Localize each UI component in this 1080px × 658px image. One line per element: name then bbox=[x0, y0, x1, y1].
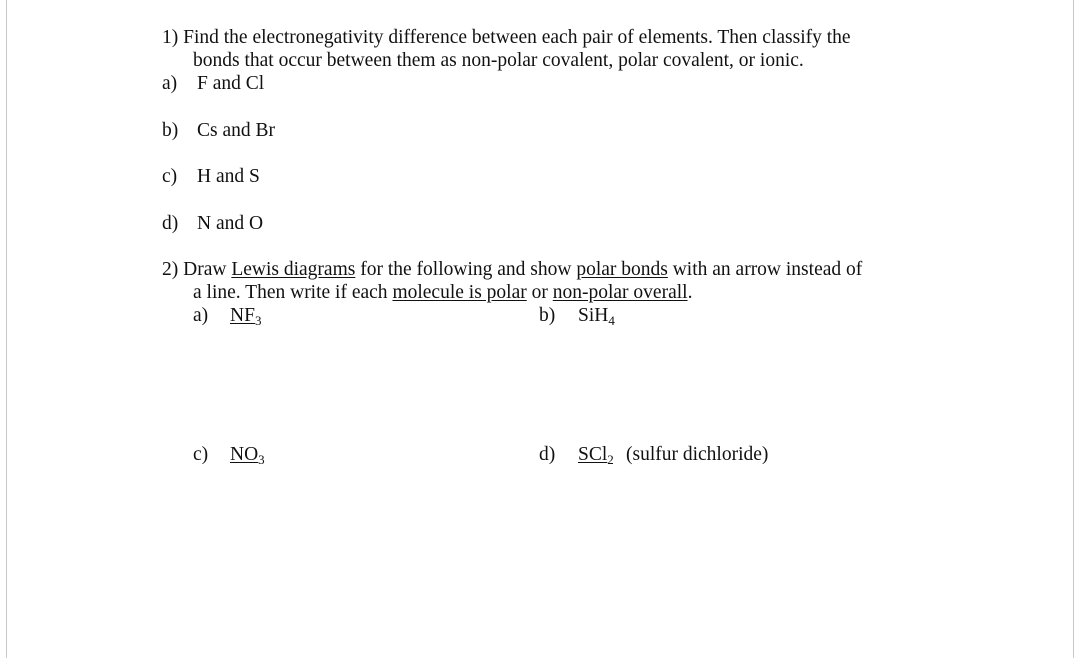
q2-item-formula bbox=[578, 305, 615, 327]
q2-line1 bbox=[162, 259, 862, 281]
q1-line2: bonds that occur between them as non-polar covalent, polar covalent, or ionic. bbox=[193, 50, 804, 71]
q2-item-c bbox=[193, 444, 265, 467]
non-polar-overall-underlined: non-polar overall bbox=[552, 282, 688, 303]
formula-subscript: 3 bbox=[258, 452, 265, 467]
molecule-is-polar-underlined: molecule is polar bbox=[392, 282, 527, 303]
q2-line2 bbox=[193, 282, 692, 304]
q2-period: . bbox=[687, 282, 693, 303]
q1-item-letter: a) bbox=[162, 73, 178, 94]
formula-base: SiH bbox=[578, 305, 609, 326]
q1-number: 1) bbox=[162, 27, 179, 48]
q1-item-text: H and S bbox=[197, 166, 260, 187]
q2-item-b bbox=[539, 305, 615, 328]
q2-text: for the following and show bbox=[360, 259, 572, 280]
q2-item-formula bbox=[230, 305, 261, 327]
q1-item-letter: c) bbox=[162, 166, 178, 187]
formula-subscript: 4 bbox=[608, 313, 615, 328]
q1-item-letter: d) bbox=[162, 213, 179, 234]
q2-item-extra: (sulfur dichloride) bbox=[626, 444, 769, 465]
q2-text: Draw bbox=[183, 259, 227, 280]
q2-text: or bbox=[531, 282, 548, 303]
q2-item-letter: a) bbox=[193, 305, 209, 326]
q1-item-text: N and O bbox=[197, 213, 264, 234]
q2-item-formula bbox=[230, 444, 265, 466]
formula-subscript: 3 bbox=[254, 313, 262, 328]
formula-base: NO bbox=[230, 444, 259, 465]
formula-base: SCl bbox=[578, 444, 608, 465]
q1-item-a bbox=[162, 73, 265, 95]
q2-item-d bbox=[539, 444, 769, 467]
q2-item-letter: d) bbox=[539, 444, 556, 465]
q2-item-formula bbox=[578, 444, 614, 466]
q1-item-text: Cs and Br bbox=[197, 120, 275, 141]
q2-number: 2) bbox=[162, 259, 179, 280]
q2-item-letter: b) bbox=[539, 305, 556, 326]
q1-item-letter: b) bbox=[162, 120, 179, 141]
q2-text: a line. Then write if each bbox=[193, 282, 388, 303]
lewis-diagrams-underlined: Lewis diagrams bbox=[231, 259, 356, 280]
q1-item-c bbox=[162, 166, 260, 188]
formula-subscript: 2 bbox=[607, 452, 614, 467]
polar-bonds-underlined: polar bonds bbox=[576, 259, 668, 280]
q2-item-letter: c) bbox=[193, 444, 209, 465]
q1-item-text: F and Cl bbox=[197, 73, 265, 94]
q2-item-a bbox=[193, 305, 262, 328]
q1-line1 bbox=[162, 27, 851, 49]
q1-text-line1: Find the electronegativity difference between each pair of elements. Then classify the bbox=[183, 27, 851, 48]
formula-base: NF bbox=[230, 305, 255, 326]
q1-item-d bbox=[162, 213, 264, 235]
q2-text: with an arrow instead of bbox=[672, 259, 863, 280]
q1-item-b bbox=[162, 120, 275, 142]
document-page bbox=[6, 0, 1074, 658]
